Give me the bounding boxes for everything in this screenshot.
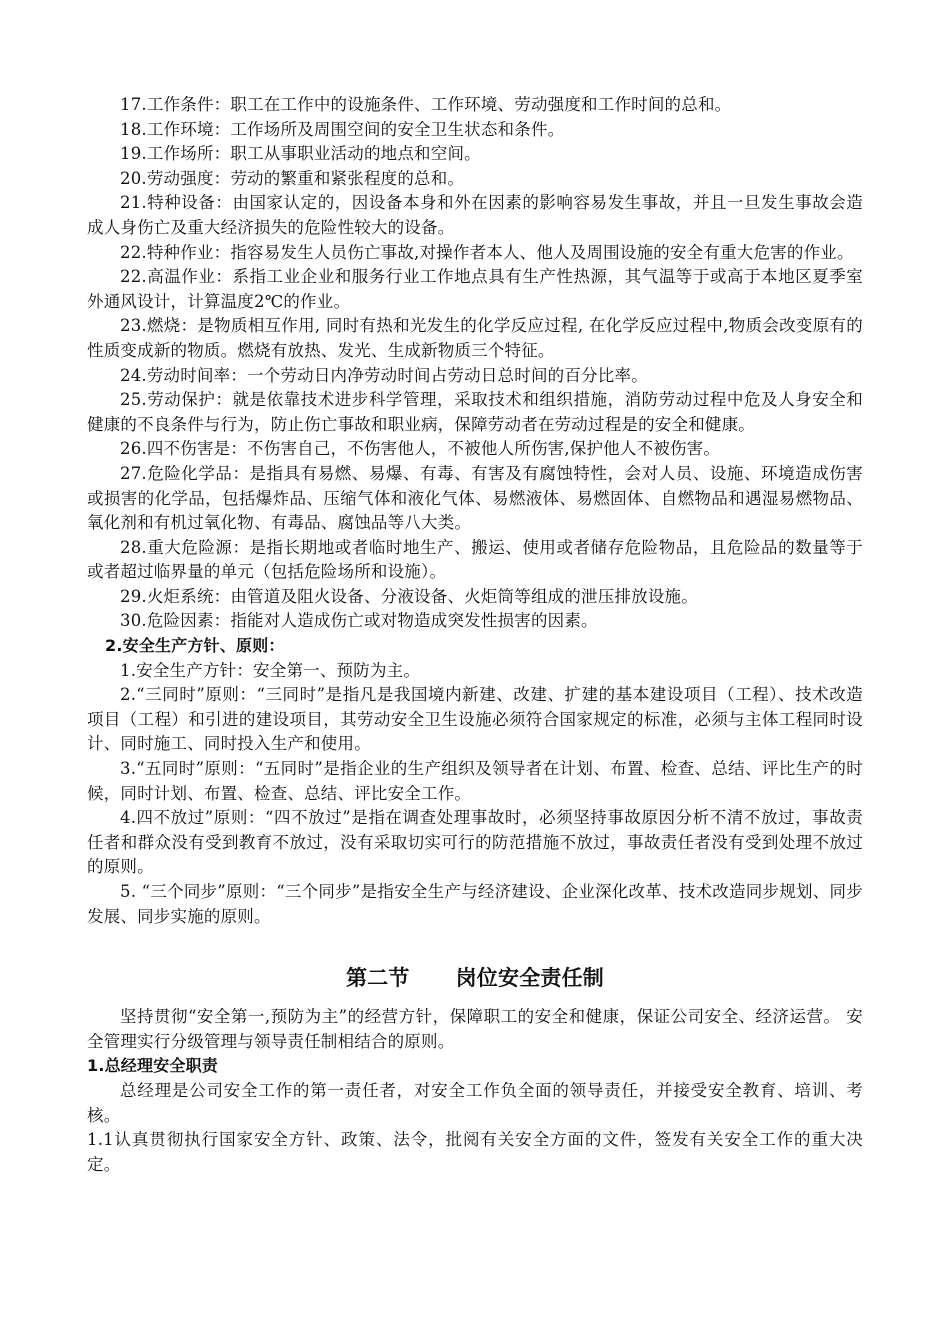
principle-3: 3.“五同时”原则：“五同时”是指企业的生产组织及领导者在计划、布置、检查、总结、评比生产的时候，同时计划、布置、检查、总结、评比安全工作。 bbox=[87, 759, 863, 803]
section2-heading: 2.安全生产方针、原则： bbox=[105, 636, 285, 656]
definition-17: 17.工作条件：职工在工作中的设施条件、工作环境、劳动强度和工作时间的总和。 bbox=[120, 95, 732, 114]
definition-23: 23.燃烧：是物质相互作用, 同时有热和光发生的化学反应过程, 在化学反应过程中,物质会改变原有的性质变成新的物质。燃烧有放热、发光、生成新物质三个特征。 bbox=[87, 316, 863, 360]
definition-24: 24.劳动时间率：一个劳动日内净劳动时间占劳动日总时间的百分比率。 bbox=[120, 365, 648, 385]
definition-30: 30.危险因素：指能对人造成伤亡或对物造成突发性损害的因素。 bbox=[120, 611, 598, 631]
document-page bbox=[87, 93, 863, 1177]
principle-1: 1.安全生产方针：安全第一、预防为主。 bbox=[120, 660, 421, 680]
principle-2: 2.“三同时”原则：“三同时”是指凡是我国境内新建、改建、扩建的基本建设项目（工程）、技术改造项目（工程）和引进的建设项目，其劳动安全卫生设施必须符合国家规定的标准，必须与主体工程同时设计、同时施工、同时投入生产和使用。 bbox=[87, 685, 863, 754]
definition-21: 21.特种设备：由国家认定的，因设备本身和外在因素的影响容易发生事故，并且一旦发生事故会造成人身伤亡及重大经济损失的危险性较大的设备。 bbox=[87, 193, 863, 237]
definition-20: 20.劳动强度：劳动的繁重和紧张程度的总和。 bbox=[120, 168, 465, 188]
definition-29: 29.火炬系统：由管道及阻火设备、分液设备、火炬筒等组成的泄压排放设施。 bbox=[120, 586, 698, 606]
definition-25: 25.劳动保护：就是依靠技术进步科学管理，采取技术和组织措施，消防劳动过程中危及人身安全和健康的不良条件与行为，防止伤亡事故和职业病，保障劳动者在劳动过程是的安全和健康。 bbox=[87, 390, 863, 434]
principle-5: 5. “三个同步”原则：“三个同步”是指安全生产与经济建设、企业深化改革、技术改造同步规划、同步发展、同步实施的原则。 bbox=[87, 882, 863, 926]
definition-19: 19.工作场所：职工从事职业活动的地点和空间。 bbox=[120, 144, 481, 164]
chapter-title-text: 岗位安全责任制 bbox=[455, 966, 604, 991]
definition-18: 18.工作环境：工作场所及周围空间的安全卫生状态和条件。 bbox=[120, 119, 565, 139]
chapter-title-number: 第二节 bbox=[345, 966, 410, 991]
chapter-title bbox=[87, 963, 863, 993]
principle-4: 4.四不放过”原则：“四不放过”是指在调查处理事故时，必须坚持事故原因分析不清不放过，事故责任者和群众没有受到教育不放过，没有采取切实可行的防范措施不放过，事故责任者没有受到处理不放过的原则。 bbox=[87, 808, 863, 877]
definition-27: 27.危险化学品：是指具有易燃、易爆、有毒、有害及有腐蚀特性，会对人员、设施、环境造成伤害或损害的化学品，包括爆炸品、压缩气体和液化气体、易燃液体、易燃固体、自燃物品和遇湿易燃物品、氧化剂和有机过氧化物、有毒品、腐蚀品等八大类。 bbox=[87, 463, 863, 533]
gm-duties-heading: 1.总经理安全职责 bbox=[87, 1056, 219, 1076]
gm-duty-1-1: 1.1认真贯彻执行国家安全方针、政策、法令，批阅有关安全方面的文件，签发有关安全工作的重大决定。 bbox=[87, 1130, 863, 1174]
definition-28: 28.重大危险源：是指长期地或者临时地生产、搬运、使用或者储存危险物品，且危险品的数量等于或者超过临界量的单元（包括危险场所和设施）。 bbox=[87, 537, 863, 582]
chapter-intro: 坚持贯彻“安全第一,预防为主”的经营方针，保障职工的安全和健康，保证公司安全、经济运营。 安全管理实行分级管理与领导责任制相结合的原则。 bbox=[87, 1007, 863, 1051]
gm-description: 总经理是公司安全工作的第一责任者，对安全工作负全面的领导责任，并接受安全教育、培训、考核。 bbox=[87, 1080, 863, 1125]
definition-22-high-temp: 22.高温作业：系指工业企业和服务行业工作地点具有生产性热源，其气温等于或高于本地区夏季室外通风设计，计算温度2℃的作业。 bbox=[87, 267, 863, 311]
definition-26: 26.四不伤害是：不伤害自己，不伤害他人，不被他人所伤害,保护他人不被伤害。 bbox=[120, 439, 721, 459]
definition-22-special-work: 22.特种作业：指容易发生人员伤亡事故,对操作者本人、他人及周围设施的安全有重大危害的作业。 bbox=[120, 242, 854, 262]
